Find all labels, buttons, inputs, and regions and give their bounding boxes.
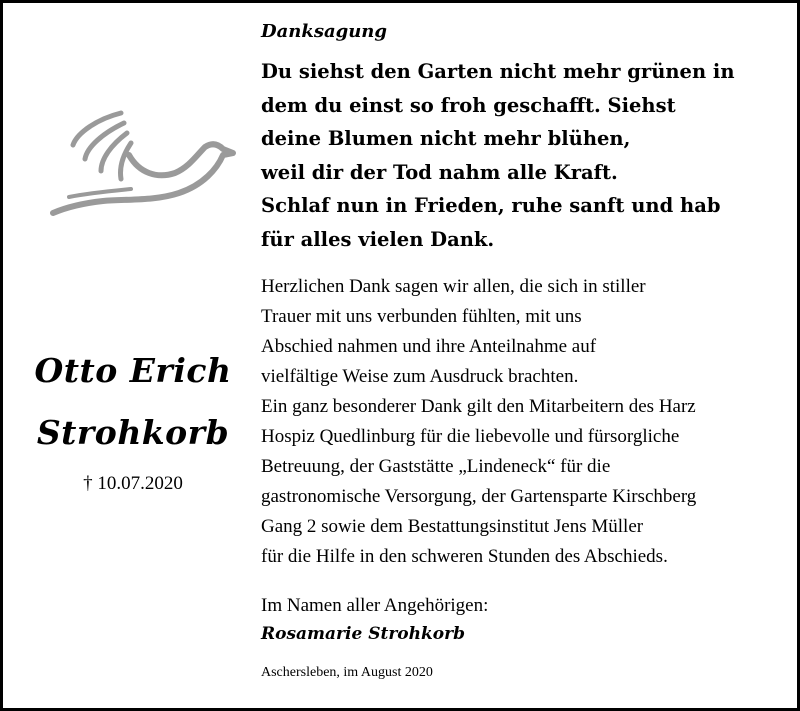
poem-line: Schlaf nun in Frieden, ruhe sanft und hab (261, 194, 721, 217)
closing-line: Im Namen aller Angehörigen: (261, 595, 489, 616)
place-date: Aschersleben, im August 2020 (261, 665, 433, 680)
signer-name: Rosamarie Strohkorb (261, 624, 465, 644)
death-date: † 10.07.2020 (83, 473, 183, 494)
text-column (261, 19, 800, 682)
thank-you-text (261, 272, 800, 572)
poem-line: Du siehst den Garten nicht mehr grünen in (261, 60, 735, 83)
body-line: Betreuung, der Gaststätte „Lindeneck“ für die (261, 456, 611, 477)
heading: Danksagung (261, 21, 387, 42)
poem-line: dem du einst so froh geschafft. Siehst (261, 93, 676, 117)
body-line: vielfältige Weise zum Ausdruck brachten. (261, 366, 579, 387)
body-line: Abschied nahmen und ihre Anteilnahme auf (261, 336, 597, 357)
body-line: Ein ganz besonderer Dank gilt den Mitarbeitern des Harz (261, 396, 696, 417)
poem-line: deine Blumen nicht mehr blühen, (261, 127, 631, 150)
poem-line: weil dir der Tod nahm alle Kraft. (261, 160, 618, 184)
body-line: für die Hilfe in den schweren Stunden des Abschieds. (261, 546, 668, 567)
body-line: Trauer mit uns verbunden fühlten, mit uns (261, 306, 582, 327)
poem (261, 55, 800, 256)
body-line: gastronomische Versorgung, der Gartensparte Kirschberg (261, 486, 697, 507)
deceased-surname: Strohkorb (36, 413, 230, 452)
body-line: Gang 2 sowie dem Bestattungsinstitut Jens Müller (261, 516, 644, 537)
poem-line: für alles vielen Dank. (261, 227, 495, 251)
body-line: Herzlichen Dank sagen wir allen, die sich in stiller (261, 276, 646, 297)
deceased-first-names: Otto Erich (34, 351, 232, 390)
body-line: Hospiz Quedlinburg für die liebevolle und fürsorgliche (261, 426, 680, 447)
dove-icon (39, 93, 239, 223)
